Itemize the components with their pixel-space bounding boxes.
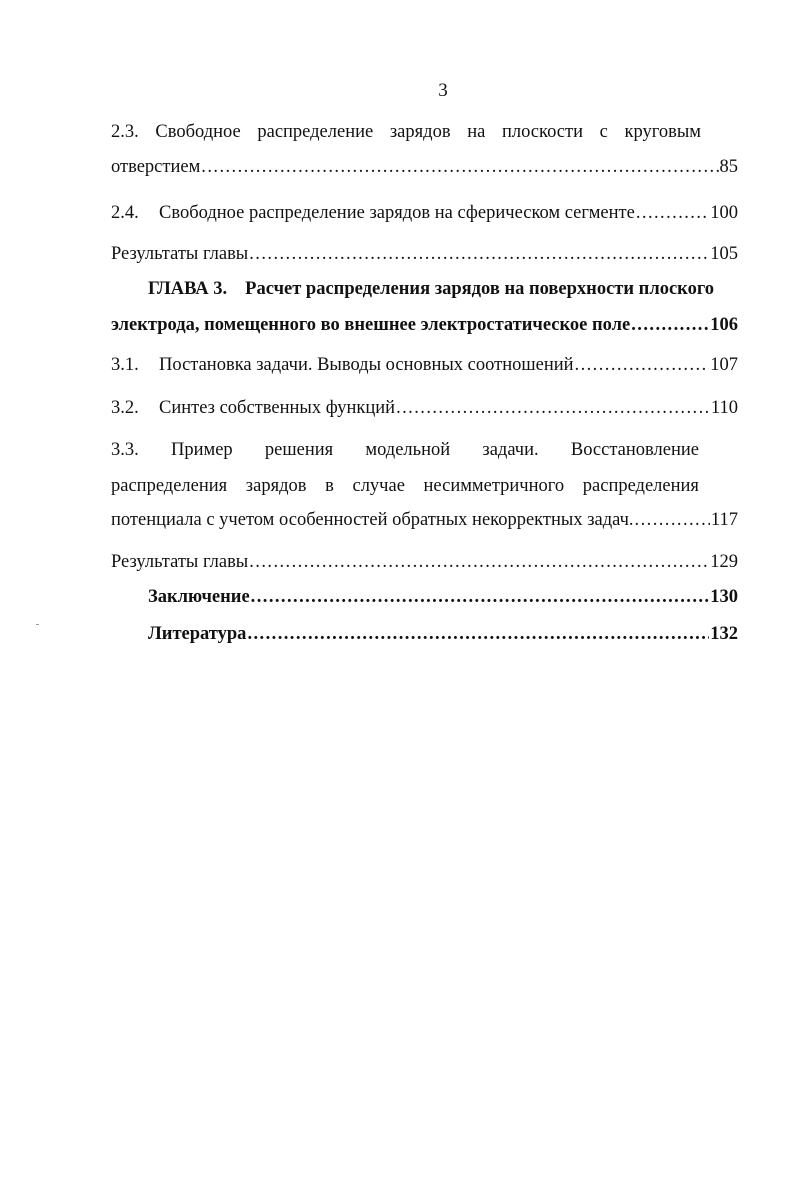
toc-word: модельной [365, 440, 451, 460]
toc-leader-dots [249, 239, 709, 269]
toc-leader-dots [636, 198, 709, 228]
toc-page-number: 132 [710, 624, 738, 644]
toc-number: 2.4. [111, 203, 139, 223]
toc-page-number: 106 [710, 315, 738, 335]
toc-page-number: 110 [710, 398, 738, 418]
page-number-text: 3 [438, 80, 448, 101]
toc-page-number: 100 [710, 203, 738, 223]
page-number [0, 80, 796, 102]
toc-entry-3-3-line1 [111, 435, 699, 465]
toc-entry-text [111, 198, 635, 228]
toc-entry-text: Результаты главы [111, 244, 249, 264]
toc-entry-conclusion [111, 582, 738, 612]
toc-entry-text: потенциала с учетом особенностей обратных некорректных задач. [111, 510, 634, 530]
toc-page-number: 105 [710, 244, 738, 264]
toc-word: Восстановление [570, 440, 699, 460]
toc-title: Свободное распределение зарядов на сферическом сегменте [159, 203, 635, 223]
toc-word: на [467, 122, 486, 142]
toc-word: в [325, 476, 334, 496]
toc-word: задачи. [482, 440, 539, 460]
chapter-label: ГЛАВА 3. [148, 279, 228, 299]
toc-word: случае [352, 476, 405, 496]
toc-word: зарядов [245, 476, 307, 496]
toc-entry-3-3-line2 [111, 471, 699, 501]
toc-entry-results-ch2 [111, 239, 738, 269]
toc-leader-dots [251, 582, 710, 612]
toc-entry-text: Литература [148, 624, 247, 644]
toc-leader-dots [201, 152, 718, 182]
toc-page-number: 129 [710, 552, 738, 572]
toc-word: Свободное [155, 122, 241, 142]
toc-page-number: 107 [710, 355, 738, 375]
toc-title: Синтез собственных функций [159, 398, 396, 418]
toc-entry-2-3-line2 [111, 152, 738, 182]
toc-leader-dots [635, 505, 710, 535]
toc-word: решения [264, 440, 334, 460]
toc-entry-chapter-3-line2 [111, 310, 738, 340]
toc-leader-dots [631, 310, 709, 340]
toc-page-number: 130 [710, 587, 738, 607]
toc-page-number: 117 [710, 510, 738, 530]
chapter-title: Расчет распределения зарядов на поверхности плоского [245, 279, 715, 299]
toc-word: зарядов [389, 122, 451, 142]
toc-number: 3.3. [111, 440, 139, 460]
toc-entry-2-4 [111, 198, 738, 228]
toc-entry-text: Заключение [148, 587, 250, 607]
toc-word: распределения [582, 476, 699, 496]
toc-entry-text: электрода, помещенного во внешнее электростатическое поле [111, 315, 631, 335]
toc-entry-text [111, 393, 395, 423]
toc-word: круговым [624, 122, 701, 142]
toc-entry-3-3-line3 [111, 505, 738, 535]
toc-entry-results-ch3 [111, 547, 738, 577]
toc-entry-3-1 [111, 350, 738, 380]
toc-leader-dots [396, 393, 710, 423]
toc-entry-literature [111, 619, 738, 649]
toc-entry-2-3-line1 [111, 117, 701, 147]
toc-word: несимметричного [423, 476, 565, 496]
toc-entry-text: Результаты главы [111, 552, 249, 572]
toc-word: с [599, 122, 608, 142]
toc-number: 3.2. [111, 398, 139, 418]
toc-word: Пример [170, 440, 233, 460]
margin-mark [36, 624, 39, 625]
toc-entry-3-2 [111, 393, 738, 423]
toc-entry-chapter-3-line1 [111, 274, 738, 304]
toc-title: Постановка задачи. Выводы основных соотношений [159, 355, 574, 375]
toc-word: плоскости [501, 122, 583, 142]
toc-word: распределение [257, 122, 374, 142]
toc-number: 2.3. [111, 122, 139, 142]
toc-number: 3.1. [111, 355, 139, 375]
toc-page-number: 85 [719, 157, 738, 177]
toc-entry-text [111, 350, 574, 380]
toc-leader-dots [247, 619, 709, 649]
toc-leader-dots [249, 547, 709, 577]
toc-entry-text: отверстием [111, 157, 201, 177]
toc-word: распределения [111, 476, 228, 496]
toc-leader-dots [575, 350, 710, 380]
